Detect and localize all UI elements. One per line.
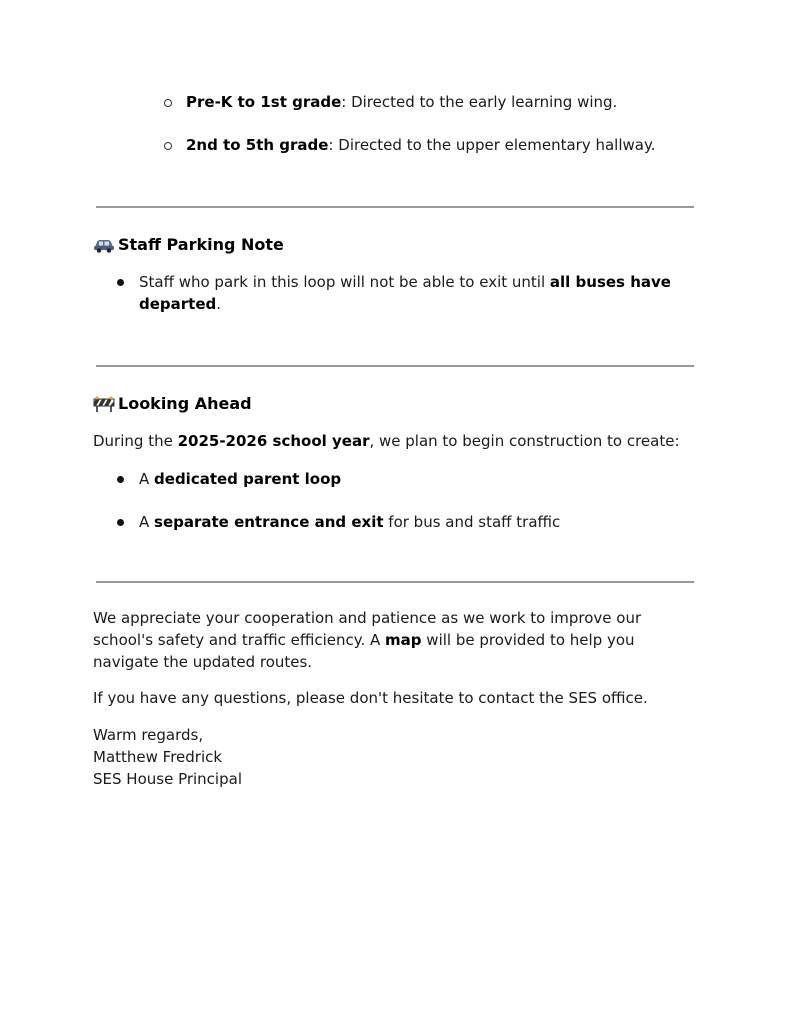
car-icon	[93, 237, 115, 253]
construction-barrier-icon	[93, 396, 115, 412]
intro-text: , we plan to begin construction to create:	[369, 432, 680, 450]
circle-bullet-icon	[164, 142, 172, 150]
circle-bullet-icon	[164, 99, 172, 107]
list-item-bold: separate entrance and exit	[154, 513, 384, 531]
staff-parking-bullet-line1	[139, 271, 671, 293]
looking-ahead-heading: Looking Ahead	[118, 394, 252, 413]
list-item	[139, 511, 560, 533]
closing-text: school's safety and traffic efficiency. A	[93, 631, 386, 649]
staff-parking-bold: all buses have	[549, 273, 671, 291]
section-divider	[96, 581, 694, 583]
grade-text: : Directed to the early learning wing.	[341, 93, 618, 111]
grade-label: 2nd to 5th grade	[186, 136, 329, 154]
intro-bold: 2025-2026 school year	[177, 432, 370, 450]
signoff: Warm regards,	[93, 726, 204, 744]
list-item-text: for bus and staff traffic	[383, 513, 561, 531]
intro-text: During the	[93, 432, 178, 450]
section-divider	[96, 206, 694, 208]
bullet-icon	[117, 279, 124, 286]
list-item-text: A	[139, 470, 155, 488]
closing-bold: map	[385, 631, 422, 649]
closing-paragraph-line1: We appreciate your cooperation and patience as we work to improve our	[93, 609, 642, 627]
list-item	[139, 468, 341, 490]
staff-parking-heading: Staff Parking Note	[118, 235, 284, 254]
staff-parking-bullet-line2	[139, 293, 221, 315]
list-item-text: A	[139, 513, 155, 531]
bullet-icon	[117, 476, 124, 483]
list-item-bold: dedicated parent loop	[154, 470, 342, 488]
contact-paragraph: If you have any questions, please don't hesitate to contact the SES office.	[93, 689, 648, 707]
grade-direction-item	[186, 134, 656, 156]
closing-paragraph-line3: navigate the updated routes.	[93, 653, 313, 671]
looking-ahead-intro	[93, 430, 680, 452]
grade-label: Pre-K to 1st grade	[186, 93, 342, 111]
staff-parking-text: Staff who park in this loop will not be able to exit until	[139, 273, 550, 291]
bullet-icon	[117, 519, 124, 526]
closing-text: will be provided to help you	[421, 631, 635, 649]
staff-parking-period: .	[216, 295, 222, 313]
section-divider	[96, 365, 694, 367]
grade-text: : Directed to the upper elementary hallway.	[328, 136, 656, 154]
staff-parking-bold: departed	[139, 295, 217, 313]
signer-name: Matthew Fredrick	[93, 748, 223, 766]
grade-direction-item	[186, 91, 617, 113]
closing-paragraph-line2	[93, 629, 635, 651]
signer-title: SES House Principal	[93, 770, 242, 788]
